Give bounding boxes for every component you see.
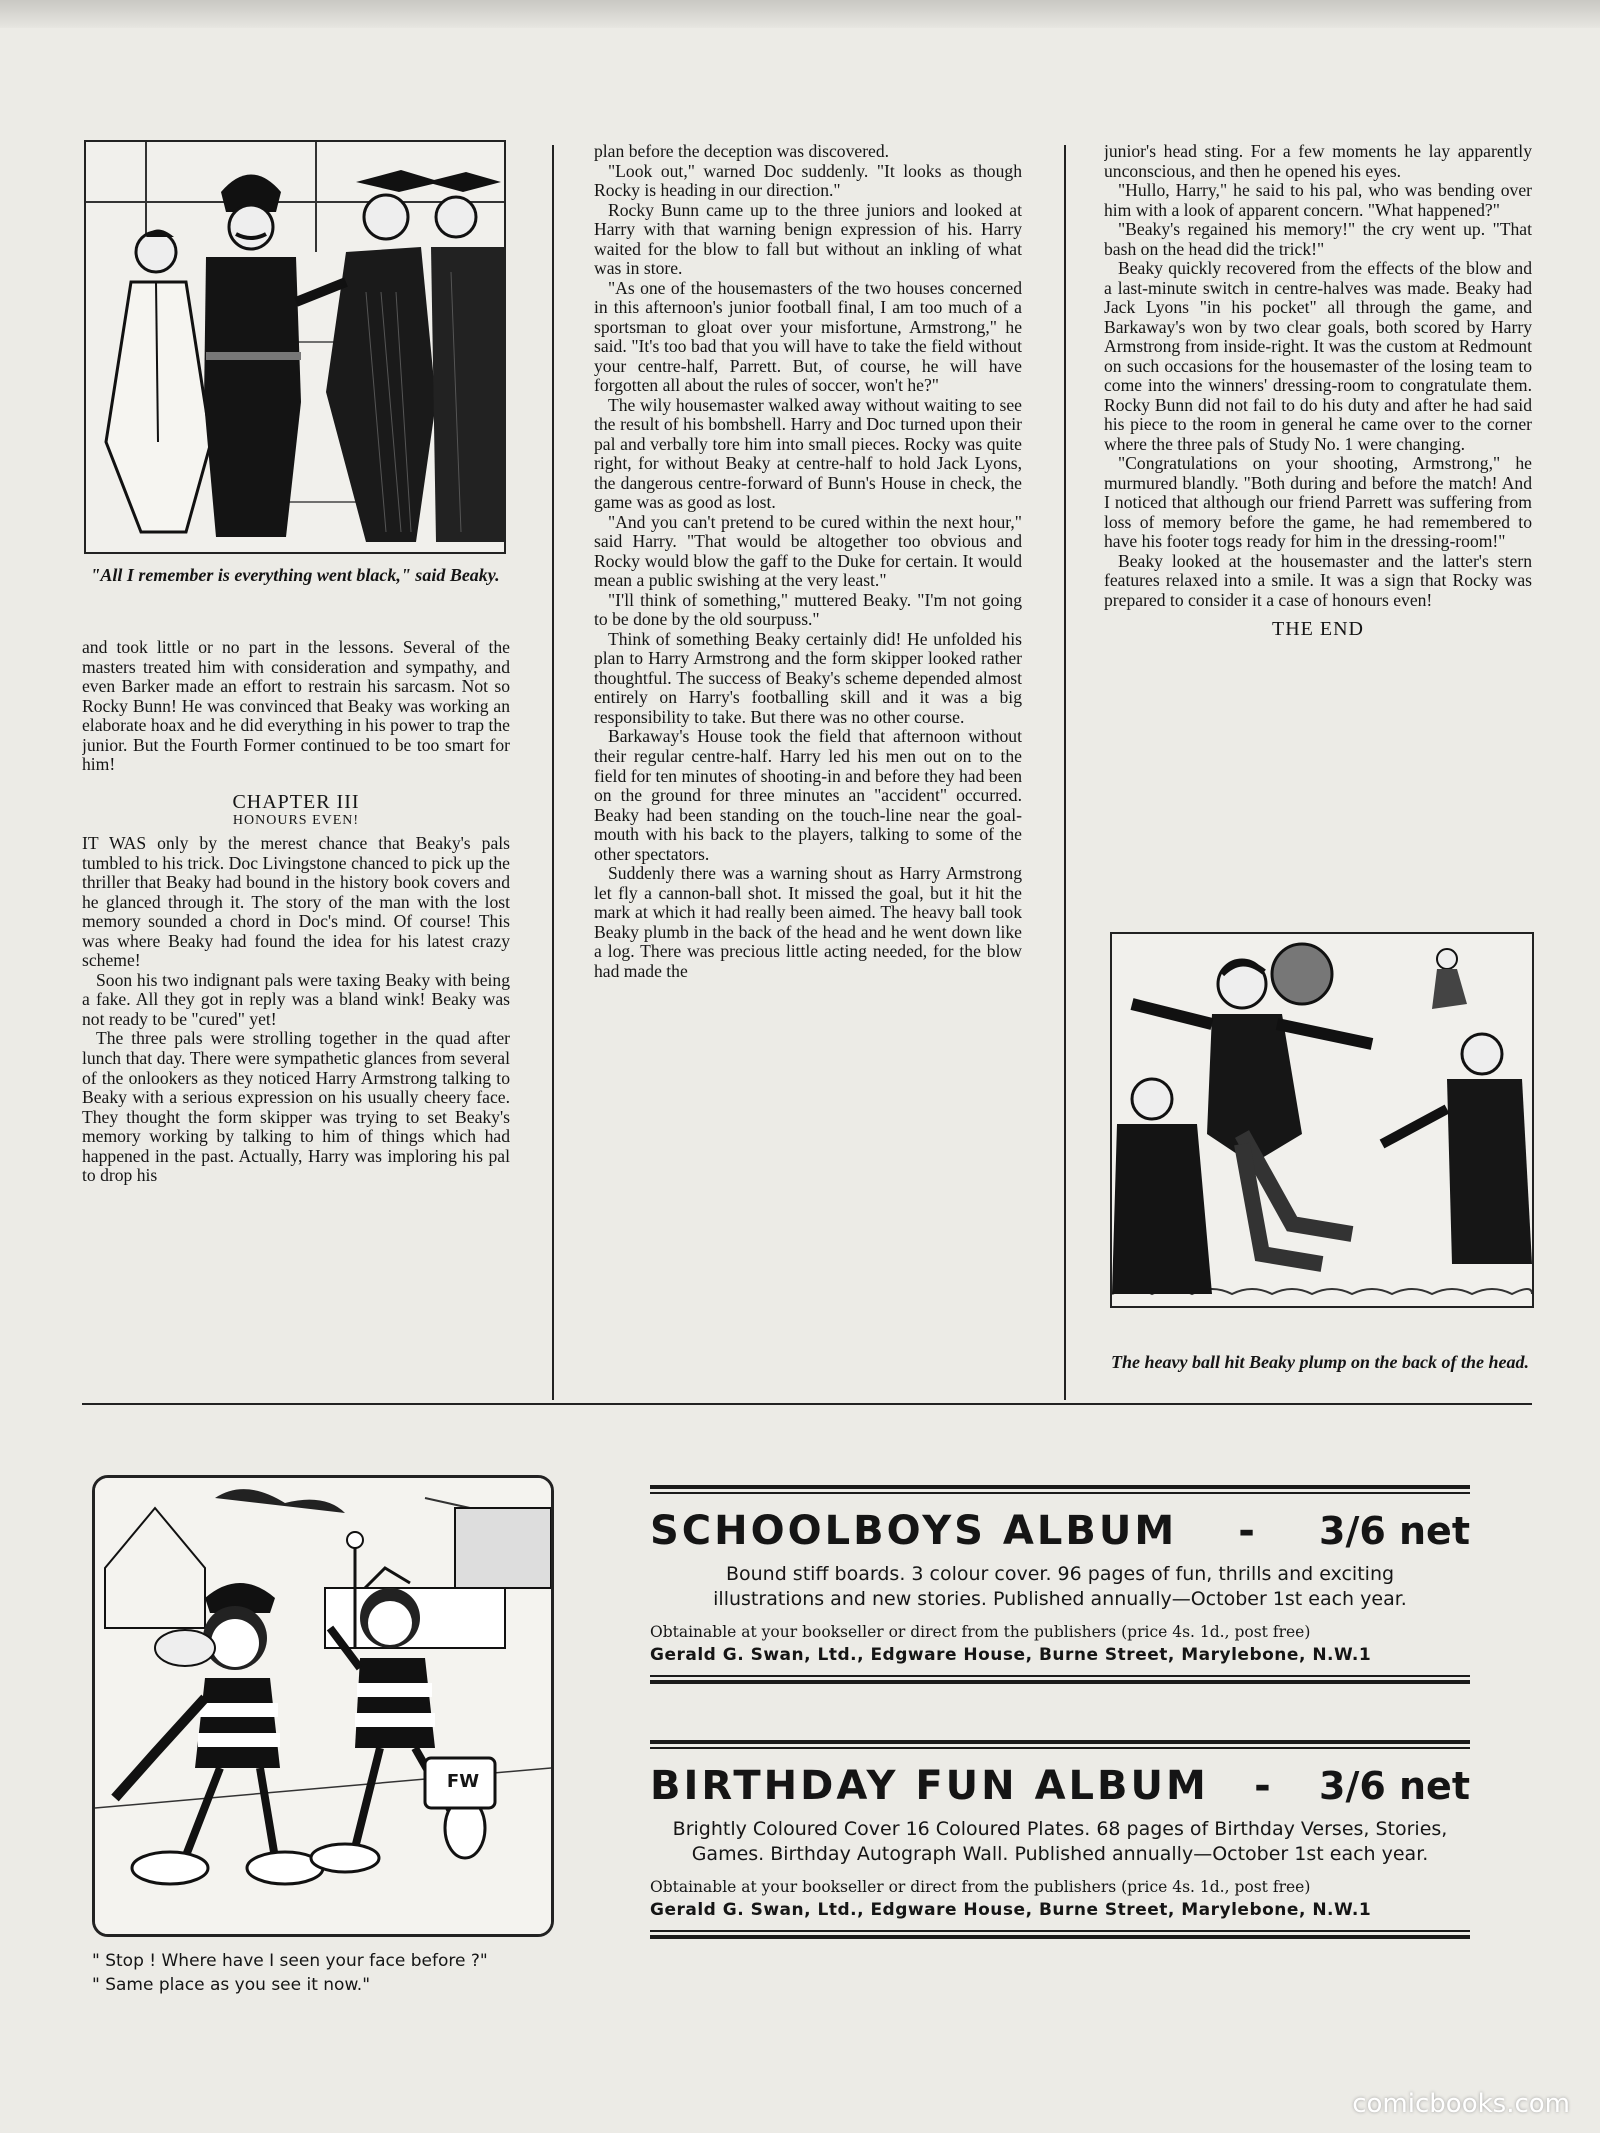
text-column-1 xyxy=(82,638,510,1398)
football-drawing xyxy=(1112,934,1532,1306)
column2-paragraph: Think of something Beaky certainly did! He unfolded his plan to Harry Armstrong and the form skipper looked rather thoughtful. The success of Beaky's scheme depended almost entirely on Harry's footballing skill and it was a big responsibility to take. But there was no other course. xyxy=(594,628,1022,727)
column2-paragraph: The wily housemaster walked away without waiting to see the result of his bombshell. Harry and Doc turned upon their pal and verbally tore him into small pieces. Rocky was quite right, for without Beaky at centre-half to hold Jack Lyons, the dangerous centre-forward of Bunn's House in check, the game was as good as lost. xyxy=(594,394,1022,513)
column2-paragraph: "And you can't pretend to be cured within the next hour," said Harry. "That would be altogether too obvious and Rocky would blow the gaff to the Duke for certain. It would mean a public swishing at the very least." xyxy=(594,511,1022,591)
ad-dash: - xyxy=(1254,1763,1274,1809)
column3-paragraph: Beaky quickly recovered from the effects of the blow and a last-minute switch in centre-halves was made. Beaky had Jack Lyons "in his pocket" all through the game, and Barkaway's won by two clear goals, both scored by Harry Armstrong from inside-right. It was the custom at Redmount on such occasions for the housemaster of the losing team to come into the winners' dressing-room to congratulate them. Rocky Bunn did not fail to do his duty and after he had said his piece to the room in general he came over to the corner where the three pals of Study No. 1 were changing. xyxy=(1104,258,1532,454)
ad-obtain: Obtainable at your bookseller or direct from the publishers (price 4s. 1d., post free) xyxy=(650,1623,1311,1642)
column-divider xyxy=(1064,145,1066,1400)
illustration-football xyxy=(1110,932,1534,1308)
ad-bottom-rule xyxy=(650,1680,1470,1684)
column3-paragraph: "Congratulations on your shooting, Armstrong," he murmured blandly. "Both during and before the match! And I noticed that although our friend Parrett was suffering from loss of memory before the game, he had remembered to have his footer togs ready for him in the dressing-room!" xyxy=(1104,453,1532,552)
text-column-3 xyxy=(1104,142,1532,912)
cartoon-caption-line: " Stop ! Where have I seen your face before ?" xyxy=(92,1951,488,1971)
ad-body: Bound stiff boards. 3 colour cover. 96 pages of fun, thrills and exciting illustrations and new stories. Published annually—October 1st each year. xyxy=(713,1563,1407,1610)
column2-paragraph: "I'll think of something," muttered Beaky. "I'm not going to be done by the old sourpuss." xyxy=(594,589,1022,630)
ad-top-rule xyxy=(650,1740,1470,1744)
site-watermark: comicbooks.com xyxy=(1352,2089,1570,2119)
column2-paragraph: Rocky Bunn came up to the three juniors and looked at Harry with that warning benign expression of his. Harry waited for the blow to fall but without an inkling of what was in store. xyxy=(594,199,1022,279)
column3-paragraph: "Hullo, Harry," he said to his pal, who was bending over him with a look of apparent concern. "What happened?" xyxy=(1104,180,1532,220)
column2-paragraph: Barkaway's House took the field that afternoon without their regular centre-half. Harry led his men out on to the field for ten minutes of shooting-in and before they had been on the ground for three minutes an "accident" occurred. Beaky had been standing on the touch-line near the goal-mouth with his back to the players, talking to some of the other spectators. xyxy=(594,726,1022,864)
illustration-handshake xyxy=(84,140,506,554)
ad-title: SCHOOLBOYS ALBUM xyxy=(650,1508,1178,1554)
column2-paragraph: "Look out," warned Doc suddenly. "It looks as though Rocky is heading in our direction." xyxy=(594,160,1022,201)
cartoon-caption-line: " Same place as you see it now." xyxy=(92,1974,371,1995)
ad-schoolboys-album xyxy=(650,1485,1470,1684)
ad-price: 3/6 net xyxy=(1319,1509,1470,1553)
ad-address: Gerald G. Swan, Ltd., Edgware House, Burne Street, Marylebone, N.W.1 xyxy=(650,1645,1372,1666)
cartoon-drawing xyxy=(95,1478,551,1934)
ad-title: BIRTHDAY FUN ALBUM xyxy=(650,1763,1209,1809)
ad-price: 3/6 net xyxy=(1319,1764,1470,1808)
column2-paragraph: plan before the deception was discovered. xyxy=(594,142,890,161)
cartoon-panel xyxy=(92,1475,554,1937)
column1-paragraph: The three pals were strolling together in the quad after lunch that day. There were sympathetic glances from several of the onlookers as they noticed Harry Armstrong talking to Beaky with a serious expression on his usually cheery face. They thought the form skipper was trying to set Beaky's memory working by talking to him of things which had happened in the past. Actually, Harry was imploring his pal to drop his xyxy=(82,1028,510,1186)
column3-paragraph: "Beaky's regained his memory!" the cry went up. "That bash on the head did the trick!" xyxy=(1104,219,1532,259)
ad-dash: - xyxy=(1238,1508,1258,1554)
column3-paragraph: junior's head sting. For a few moments he lay apparently unconscious, and then he opened his eyes. xyxy=(1104,142,1532,181)
column2-paragraph: Suddenly there was a warning shout as Harry Armstrong let fly a cannon-ball shot. It missed the goal, but it hit the mark at which it had really been aimed. The heavy ball took Beaky plumb in the back of the head and he went down like a log. There was precious little acting needed, for the blow had made the xyxy=(594,863,1022,981)
ad-body: Brightly Coloured Cover 16 Coloured Plates. 68 pages of Birthday Verses, Stories, Games. Birthday Autograph Wall. Published annually—October 1st each year. xyxy=(672,1818,1448,1865)
chapter-subtitle: HONOURS EVEN! xyxy=(232,812,360,828)
page-edge-shadow xyxy=(0,0,1600,28)
illustration2-caption: The heavy ball hit Beaky plump on the back of the head. xyxy=(1111,1352,1529,1372)
ad-bottom-rule xyxy=(650,1930,1470,1932)
ad-obtain: Obtainable at your bookseller or direct from the publishers (price 4s. 1d., post free) xyxy=(650,1878,1311,1897)
column2-paragraph: "As one of the housemasters of the two houses concerned in this afternoon's junior football final, I am too much of a sportsman to gloat over your misfortune, Armstrong," he said. "It's too bad that you will have to take the field without your centre-half, Parrett. But, of course, he will have forgotten all about the rules of soccer, won't he?" xyxy=(594,277,1022,396)
ad-top-rule xyxy=(650,1747,1470,1749)
text-column-2 xyxy=(594,142,1022,1400)
ad-top-rule xyxy=(650,1492,1470,1494)
ad-headline xyxy=(650,1763,1470,1809)
ad-birthday-fun-album xyxy=(650,1740,1470,1939)
column1-paragraph: IT WAS only by the merest chance that Beaky's pals tumbled to his trick. Doc Livingstone chanced to pick up the thriller that Beaky had bound in the history book covers and he glanced through it. The story of the man with the lost memory sounded a chord in Doc's mind. Of course! This was where Beaky had found the idea for his latest crazy scheme! xyxy=(82,833,510,971)
the-end-label: THE END xyxy=(1272,618,1364,641)
case-label: FW xyxy=(446,1771,480,1792)
ad-bottom-rule xyxy=(650,1935,1470,1939)
illustration1-caption: "All I remember is everything went black," said Beaky. xyxy=(90,565,500,585)
section-divider xyxy=(82,1403,1532,1405)
handshake-drawing xyxy=(86,142,504,552)
column3-paragraph: Beaky looked at the housemaster and the latter's stern features relaxed into a smile. It was a sign that Rocky was prepared to consider it a case of honours even! xyxy=(1104,550,1532,610)
column1-paragraph: Soon his two indignant pals were taxing Beaky with being a fake. All they got in reply was a bland wink! Beaky was not ready to be "cured" yet! xyxy=(82,969,510,1029)
chapter-title: CHAPTER III xyxy=(232,790,360,813)
column1-intro: and took little or no part in the lessons. Several of the masters treated him with consideration and sympathy, and even Barker made an effort to restrain his sarcasm. Not so Rocky Bunn! He was convinced that Beaky was working an elaborate hoax and he did everything in his power to trap the junior. But the Fourth Former continued to be too smart for him! xyxy=(82,638,510,775)
column-divider xyxy=(552,145,554,1400)
ad-top-rule xyxy=(650,1485,1470,1489)
cartoon-caption xyxy=(92,1950,572,1998)
ad-address: Gerald G. Swan, Ltd., Edgware House, Burne Street, Marylebone, N.W.1 xyxy=(650,1900,1372,1921)
ad-bottom-rule xyxy=(650,1675,1470,1677)
ad-headline xyxy=(650,1508,1470,1554)
